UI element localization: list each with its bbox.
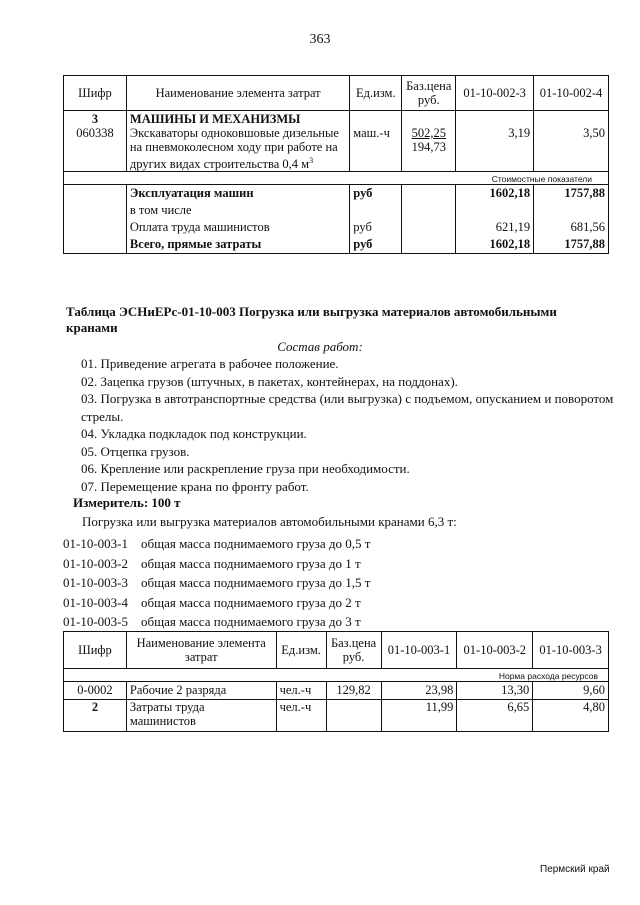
table-header-row — [64, 76, 609, 111]
code-text: общая масса поднимаемого груза до 0,5 т — [141, 536, 371, 551]
row-unit: чел.-ч — [276, 682, 326, 700]
price-value: 502,25 — [411, 126, 446, 140]
table-row — [64, 185, 609, 203]
item-name-wrap — [130, 126, 346, 171]
row-value: 1602,18 — [456, 236, 534, 254]
row-price — [326, 700, 381, 732]
table-row — [64, 219, 609, 236]
list-item — [63, 612, 370, 632]
row-value — [534, 202, 609, 219]
table-row — [64, 700, 609, 732]
list-item: 02. Зацепка грузов (штучных, в пакетах, контейнерах, на поддонах). — [81, 373, 458, 389]
row-value: 4,80 — [533, 700, 609, 732]
works-composition-title: Состав работ: — [277, 339, 363, 354]
row-value: 621,19 — [456, 219, 534, 236]
code-text: общая масса поднимаемого груза до 1,5 т — [141, 575, 371, 590]
header-cell: Наименование элемента затрат — [126, 76, 349, 111]
row-unit: руб — [350, 185, 402, 203]
unit-cell: маш.-ч — [350, 111, 402, 172]
codes-list — [63, 534, 370, 632]
empty-cell — [402, 185, 456, 203]
group-name: МАШИНЫ И МЕХАНИЗМЫ — [129, 112, 301, 126]
row-value: 1757,88 — [534, 236, 609, 254]
page-number: 363 — [309, 32, 331, 47]
table-title: Таблица ЭСНиЕРс-01-10-003 Погрузка или выгрузка материалов автомобильными кранами — [66, 304, 557, 335]
list-item: 06. Крепление или раскрепление груза при необходимости. — [81, 461, 410, 476]
header-cell: 01-10-003-2 — [457, 632, 533, 669]
row-code: 2 — [64, 700, 127, 732]
row-value: 1757,88 — [534, 185, 609, 203]
row-unit: руб — [350, 219, 402, 236]
table-row — [64, 236, 609, 254]
list-item: 03. Погрузка в автотранспортные средства (или выгрузка) с подъемом, опусканием и поворотом стрелы. — [81, 391, 614, 424]
resource-table-machines — [63, 75, 609, 254]
list-item — [63, 534, 370, 554]
list-item: 01. Приведение агрегата в рабочее положение. — [81, 356, 339, 371]
code-label: 01-10-003-5 — [63, 614, 128, 629]
header-cell: Баз.цена руб. — [326, 632, 381, 669]
list-item — [63, 593, 370, 613]
code-text: общая масса поднимаемого груза до 3 т — [141, 614, 361, 629]
row-name: Эксплуатация машин — [126, 185, 349, 203]
value-cell: 3,50 — [534, 111, 609, 172]
list-item — [63, 573, 370, 593]
list-item — [63, 554, 370, 574]
item-name: Экскаваторы одноковшовые дизельные на пневмоколесном ходу при работе на других видах строительства 0,4 м — [129, 126, 339, 172]
row-name: Рабочие 2 разряда — [126, 682, 276, 700]
code-text: общая масса поднимаемого груза до 2 т — [141, 594, 361, 610]
footer-region: Пермский край — [540, 864, 610, 875]
row-value: 13,30 — [457, 682, 533, 700]
row-price: 129,82 — [326, 682, 381, 700]
value-cell: 3,19 — [456, 111, 534, 172]
price-cell — [402, 111, 456, 172]
code-label: 01-10-003-4 — [63, 594, 128, 610]
name-cell — [126, 111, 349, 172]
code-label: 01-10-003-3 — [63, 575, 128, 590]
measure-unit: Измеритель: 100 т — [73, 495, 181, 510]
row-name: в том числе — [126, 202, 349, 219]
table-row — [64, 202, 609, 219]
row-value: 9,60 — [533, 682, 609, 700]
group-code: 3 — [91, 112, 99, 126]
table-header-row — [64, 632, 609, 669]
empty-cell — [402, 219, 456, 236]
code-label: 01-10-003-1 — [63, 536, 128, 551]
header-cell: Баз.цена руб. — [402, 76, 456, 111]
empty-cell — [64, 236, 127, 254]
header-cell: Шифр — [64, 632, 127, 669]
row-code: 0-0002 — [64, 682, 127, 700]
row-name: Всего, прямые затраты — [126, 236, 349, 254]
row-value: 11,99 — [381, 700, 457, 732]
code-text: общая масса поднимаемого груза до 1 т — [141, 555, 361, 571]
header-cell: Наименование элемента затрат — [126, 632, 276, 669]
works-list — [66, 355, 616, 495]
table-row — [64, 682, 609, 700]
row-value: 681,56 — [534, 219, 609, 236]
item-code: 060338 — [76, 126, 114, 140]
section-label: Стоимостные показатели — [64, 172, 609, 185]
header-cell: Ед.изм. — [350, 76, 402, 111]
section-row — [64, 172, 609, 185]
header-cell: 01-10-002-3 — [456, 76, 534, 111]
list-item: 05. Отцепка грузов. — [81, 443, 190, 459]
table-row — [64, 111, 609, 172]
row-value: 23,98 — [381, 682, 457, 700]
empty-cell — [64, 219, 127, 236]
row-unit — [350, 202, 402, 219]
empty-cell — [402, 202, 456, 219]
header-cell: 01-10-002-4 — [534, 76, 609, 111]
row-unit: руб — [350, 236, 402, 254]
header-cell: 01-10-003-3 — [533, 632, 609, 669]
code-cell — [64, 111, 127, 172]
price-value: 194,73 — [411, 140, 446, 154]
resource-table-cranes — [63, 631, 609, 732]
item-name-sup: 3 — [309, 156, 314, 165]
header-cell: Шифр — [64, 76, 127, 111]
section-label: Норма расхода ресурсов — [64, 669, 609, 682]
row-value: 1602,18 — [456, 185, 534, 203]
row-unit: чел.-ч — [276, 700, 326, 732]
empty-cell — [402, 236, 456, 254]
header-cell: Ед.изм. — [276, 632, 326, 669]
empty-cell — [64, 202, 127, 219]
list-item: 07. Перемещение крана по фронту работ. — [81, 478, 309, 494]
row-value: 6,65 — [457, 700, 533, 732]
row-name: Оплата труда машинистов — [126, 219, 349, 236]
empty-cell — [64, 185, 127, 203]
list-item: 04. Укладка подкладок под конструкции. — [81, 426, 307, 441]
codes-intro: Погрузка или выгрузка материалов автомобильными кранами 6,3 т: — [82, 514, 457, 529]
header-cell: 01-10-003-1 — [381, 632, 457, 669]
code-label: 01-10-003-2 — [63, 555, 128, 571]
section-row — [64, 669, 609, 682]
row-name: Затраты труда машинистов — [126, 700, 276, 732]
row-value — [456, 202, 534, 219]
